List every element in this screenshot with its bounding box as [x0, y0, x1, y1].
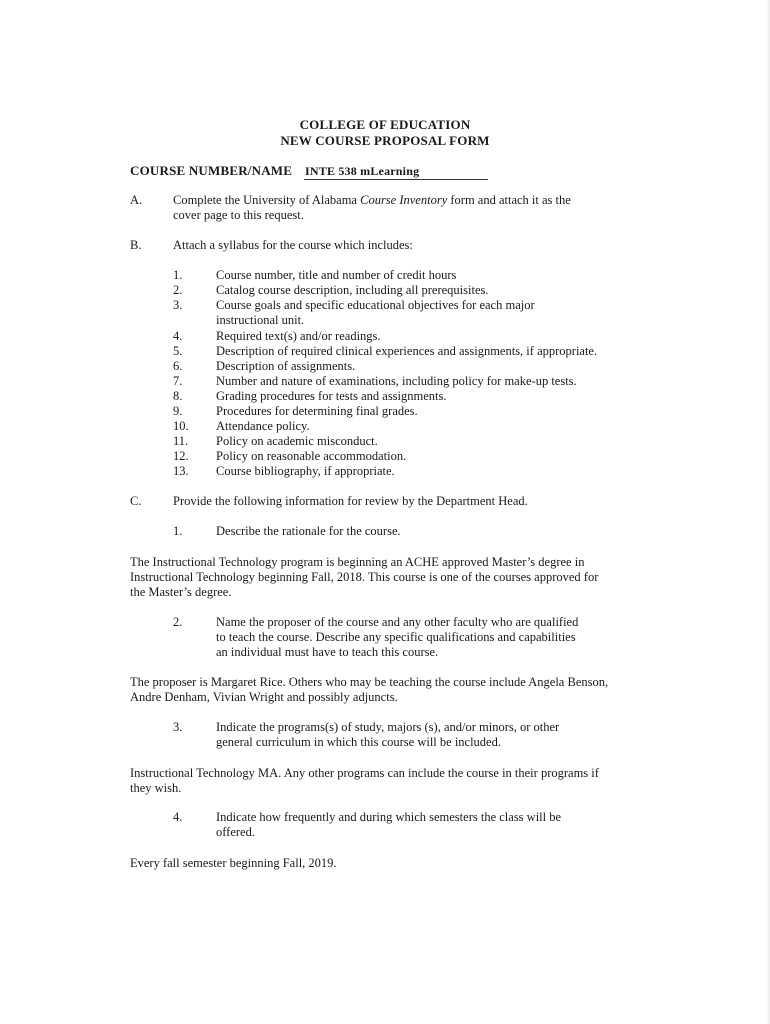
- list-item-number: 10.: [173, 419, 189, 433]
- answer-text: The Instructional Technology program is beginning an ACHE approved Master’s degree in: [130, 555, 585, 569]
- list-item-text: Number and nature of examinations, including policy for make-up tests.: [216, 374, 577, 388]
- list-item-number: 8.: [173, 389, 183, 403]
- list-item-text: Policy on academic misconduct.: [216, 434, 378, 448]
- college-title: COLLEGE OF EDUCATION: [299, 117, 471, 132]
- list-item-text: Description of assignments.: [216, 359, 356, 373]
- list-item-text: Grading procedures for tests and assignments.: [216, 389, 447, 403]
- question-number: 1.: [173, 524, 183, 538]
- list-item-text: Attendance policy.: [216, 419, 310, 433]
- list-item-text: Procedures for determining final grades.: [216, 404, 418, 418]
- course-number-value: INTE 538 mLearning: [305, 164, 420, 178]
- question-text: to teach the course. Describe any specific qualifications and capabilities: [216, 630, 576, 644]
- scan-edge-shadow: [766, 0, 770, 1024]
- question-text: general curriculum in which this course will be included.: [216, 735, 501, 749]
- list-item-number: 6.: [173, 359, 183, 373]
- list-item-number: 3.: [173, 298, 183, 312]
- list-item-number: 11.: [173, 434, 189, 448]
- answer-text: Instructional Technology MA. Any other programs can include the course in their programs if: [130, 766, 599, 780]
- answer-text: the Master’s degree.: [130, 585, 232, 599]
- course-number-underline: [304, 179, 488, 180]
- form-title: NEW COURSE PROPOSAL FORM: [280, 133, 490, 148]
- section-b-intro: Attach a syllabus for the course which includes:: [173, 238, 413, 252]
- list-item-text: Required text(s) and/or readings.: [216, 329, 381, 343]
- section-b-letter: B.: [130, 238, 142, 252]
- course-number-label: COURSE NUMBER/NAME: [130, 163, 293, 178]
- section-c-letter: C.: [130, 494, 142, 508]
- list-item-text: Description of required clinical experiences and assignments, if appropriate.: [216, 344, 598, 358]
- answer-text: Andre Denham, Vivian Wright and possibly adjuncts.: [130, 690, 398, 704]
- list-item-text: Catalog course description, including all prerequisites.: [216, 283, 489, 297]
- question-number: 4.: [173, 810, 183, 824]
- question-number: 3.: [173, 720, 183, 734]
- list-item-text: Course number, title and number of credit hours: [216, 268, 457, 282]
- list-item-number: 13.: [173, 464, 189, 478]
- list-item-number: 9.: [173, 404, 183, 418]
- answer-text: Instructional Technology beginning Fall, 2018. This course is one of the courses approved for: [130, 570, 599, 584]
- list-item-number: 4.: [173, 329, 183, 343]
- list-item-text: Policy on reasonable accommodation.: [216, 449, 407, 463]
- list-item-text: Course bibliography, if appropriate.: [216, 464, 395, 478]
- question-text: Name the proposer of the course and any other faculty who are qualified: [216, 615, 579, 629]
- section-a-letter: A.: [130, 193, 143, 207]
- question-text: offered.: [216, 825, 255, 839]
- question-text: Describe the rationale for the course.: [216, 524, 401, 538]
- section-a-line-1: Complete the University of Alabama Course Inventory form and attach it as the: [173, 193, 571, 207]
- list-item-number: 12.: [173, 449, 189, 463]
- list-item-text: Course goals and specific educational objectives for each major: [216, 298, 535, 312]
- list-item-text-continued: instructional unit.: [216, 313, 305, 327]
- question-text: an individual must have to teach this course.: [216, 645, 439, 659]
- question-number: 2.: [173, 615, 183, 629]
- answer-text: they wish.: [130, 781, 182, 795]
- list-item-number: 2.: [173, 283, 183, 297]
- answer-text: Every fall semester beginning Fall, 2019.: [130, 856, 337, 870]
- list-item-number: 5.: [173, 344, 183, 358]
- section-a-line-2: cover page to this request.: [173, 208, 304, 222]
- question-text: Indicate how frequently and during which semesters the class will be: [216, 810, 562, 824]
- question-text: Indicate the programs(s) of study, majors (s), and/or minors, or other: [216, 720, 560, 734]
- section-c-intro: Provide the following information for review by the Department Head.: [173, 494, 528, 508]
- answer-text: The proposer is Margaret Rice. Others who may be teaching the course include Angela Benson,: [130, 675, 609, 689]
- list-item-number: 1.: [173, 268, 183, 282]
- list-item-number: 7.: [173, 374, 183, 388]
